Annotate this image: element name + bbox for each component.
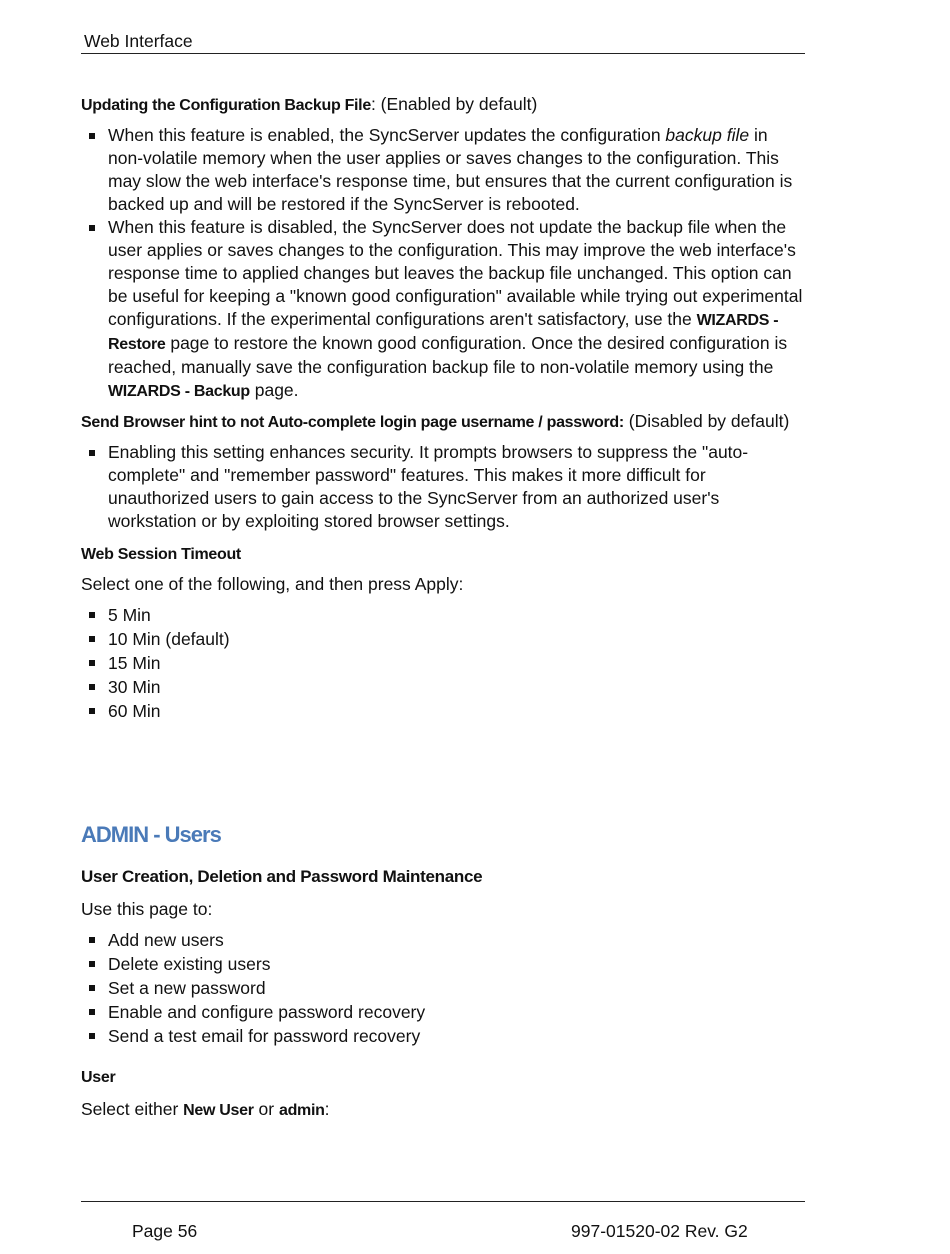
timeout-heading: Web Session Timeout xyxy=(81,546,241,563)
list-item: Enable and configure password recovery xyxy=(81,1000,805,1024)
timeout-intro: Select one of the following, and then press Apply: xyxy=(81,574,464,594)
backup-list xyxy=(81,124,805,403)
user-heading: User xyxy=(81,1069,116,1086)
footer-divider xyxy=(81,1201,805,1202)
admin-subheading: User Creation, Deletion and Password Maintenance xyxy=(81,867,483,886)
header-title: Web Interface xyxy=(84,31,193,51)
timeout-options xyxy=(81,603,805,723)
autocomplete-heading-line xyxy=(81,410,805,434)
text: page. xyxy=(249,380,299,400)
list-item: Enabling this setting enhances security. It prompts browsers to suppress the "auto-complete" and "remember password" features. This makes it more difficult for unauthorized users to gain access to the SyncServer from an authorized user's workstation or by exploiting stored browser settings. xyxy=(81,441,805,533)
list-item: 15 Min xyxy=(81,651,805,675)
list-item: 30 Min xyxy=(81,675,805,699)
list-item xyxy=(81,216,805,403)
list-item: 60 Min xyxy=(81,699,805,723)
list-item: Delete existing users xyxy=(81,952,805,976)
backup-heading-suffix: : (Enabled by default) xyxy=(370,94,538,114)
wizards-restore-ref: WIZARDS - Restore xyxy=(108,312,779,353)
text: When this feature is enabled, the SyncServer updates the configuration xyxy=(108,125,666,145)
page-header xyxy=(81,30,805,54)
page-content xyxy=(81,93,805,1122)
section-title: ADMIN - Users xyxy=(81,822,221,847)
backup-heading-line xyxy=(81,93,805,117)
autocomplete-heading-suffix: (Disabled by default) xyxy=(623,411,790,431)
autocomplete-heading: Send Browser hint to not Auto-complete login page username / password: xyxy=(81,414,624,431)
list-item: Send a test email for password recovery xyxy=(81,1024,805,1048)
backup-heading: Updating the Configuration Backup File xyxy=(81,97,371,114)
text: in non-volatile memory when the user applies or saves changes to the configuration. This may slow the web interface's response time, but ensures that the current configuration is backed up and will be restored if the SyncServer is rebooted. xyxy=(108,125,793,214)
autocomplete-list xyxy=(81,441,805,533)
list-item: Set a new password xyxy=(81,976,805,1000)
text: page to restore the known good configuration. Once the desired configuration is reached, manually save the configuration backup file to non-volatile memory using the xyxy=(108,333,788,377)
list-item: 5 Min xyxy=(81,603,805,627)
document-number: 997-01520-02 Rev. G2 xyxy=(571,1221,748,1241)
emphasis: backup file xyxy=(665,125,750,145)
list-item: Add new users xyxy=(81,928,805,952)
admin-ref: admin xyxy=(278,1102,325,1119)
new-user-ref: New User xyxy=(183,1102,254,1119)
list-item xyxy=(81,124,805,216)
admin-intro: Use this page to: xyxy=(81,899,213,919)
text: or xyxy=(253,1099,279,1119)
list-item: 10 Min (default) xyxy=(81,627,805,651)
admin-items xyxy=(81,928,805,1048)
text: Select either xyxy=(81,1099,184,1119)
text: When this feature is disabled, the SyncServer does not update the backup file when the user applies or saves changes to the configuration. This may improve the web interface's response time to applied changes but leaves the backup file unchanged. This option can be useful for keeping a "known good configuration" available while trying out experimental configurations. If the experimental configurations aren't satisfactory, use the xyxy=(108,217,803,329)
page-number: Page 56 xyxy=(132,1221,198,1241)
text: : xyxy=(324,1099,330,1119)
user-select-line xyxy=(81,1098,805,1122)
wizards-backup-ref: WIZARDS - Backup xyxy=(108,383,250,400)
